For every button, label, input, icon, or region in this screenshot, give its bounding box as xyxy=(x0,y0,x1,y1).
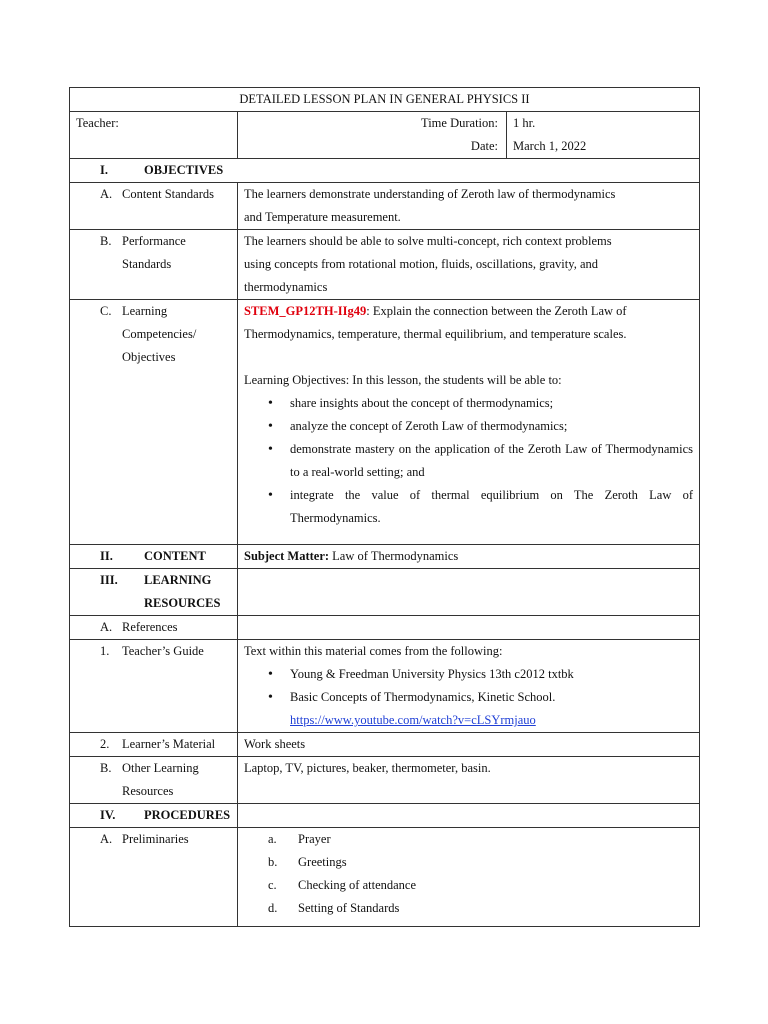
reference-item: • Young & Freedman University Physics 13th c2012 txtbk xyxy=(244,663,693,686)
performance-standards-text xyxy=(238,230,700,300)
preliminary-item xyxy=(244,851,693,874)
document-title: DETAILED LESSON PLAN IN GENERAL PHYSICS II xyxy=(70,88,700,112)
performance-standards-line: thermodynamics xyxy=(244,280,328,294)
preliminary-item xyxy=(244,897,693,920)
preliminary-letter: c. xyxy=(268,878,277,892)
teachers-guide-number: 1. xyxy=(100,644,110,658)
header-info-cell xyxy=(238,112,700,159)
procedures-empty-cell xyxy=(238,804,700,828)
time-duration-label: Time Duration: xyxy=(238,112,507,135)
learners-material-label-cell xyxy=(70,733,238,757)
learning-resources-heading-cell xyxy=(70,569,238,616)
performance-standards-letter: B. xyxy=(100,234,112,248)
performance-standards-line: using concepts from rotational motion, fluids, oscillations, gravity, and xyxy=(244,257,598,271)
learning-resources-numeral: III. xyxy=(100,573,118,587)
learning-resources-empty-cell xyxy=(238,569,700,616)
preliminaries-label-cell xyxy=(70,828,238,927)
learning-competencies-label-cell xyxy=(70,300,238,545)
learning-competencies-text xyxy=(238,300,700,545)
preliminaries-label: Preliminaries xyxy=(122,832,189,846)
content-numeral: II. xyxy=(100,549,113,563)
youtube-link[interactable]: https://www.youtube.com/watch?v=cLSYrmjauo xyxy=(290,713,536,727)
content-standards-letter: A. xyxy=(100,187,113,201)
objectives-heading xyxy=(70,159,700,183)
learners-material-value: Work sheets xyxy=(238,733,700,757)
teachers-guide-intro: Text within this material comes from the following: xyxy=(244,644,503,658)
other-resources-label-cell xyxy=(70,757,238,804)
learning-objectives-list xyxy=(244,392,693,530)
preliminary-item xyxy=(244,874,693,897)
references-label-cell xyxy=(70,616,238,640)
preliminary-text: Greetings xyxy=(298,855,347,869)
preliminary-letter: b. xyxy=(268,855,278,869)
content-standards-line: and Temperature measurement. xyxy=(244,210,401,224)
preliminary-letter: a. xyxy=(268,832,277,846)
preliminary-text: Setting of Standards xyxy=(298,901,400,915)
preliminaries-letter: A. xyxy=(100,832,113,846)
other-resources-row xyxy=(70,757,700,804)
learning-competencies-label-cont: Objectives xyxy=(122,350,176,364)
procedures-numeral: IV. xyxy=(100,808,116,822)
competency-text: : Explain the connection between the Zeroth Law of xyxy=(366,304,627,318)
other-resources-letter: B. xyxy=(100,761,112,775)
learners-material-row xyxy=(70,733,700,757)
learning-objective-item: • analyze the concept of Zeroth Law of thermodynamics; xyxy=(244,415,693,438)
content-standards-text xyxy=(238,183,700,230)
reference-item-text: • Basic Concepts of Thermodynamics, Kinetic School. xyxy=(290,690,556,704)
learners-material-label: Learner’s Material xyxy=(122,737,216,751)
date-label: Date: xyxy=(238,135,507,158)
learning-competencies-label: Learning xyxy=(122,304,168,318)
preliminaries-list xyxy=(244,828,693,920)
date-value: March 1, 2022 xyxy=(513,139,587,153)
reference-item xyxy=(244,686,693,732)
performance-standards-line: The learners should be able to solve multi-concept, rich context problems xyxy=(244,234,612,248)
learning-objectives-intro: Learning Objectives: In this lesson, the students will be able to: xyxy=(244,373,562,387)
references-letter: A. xyxy=(100,620,113,634)
subject-matter-cell xyxy=(238,545,700,569)
teacher-label: Teacher: xyxy=(76,116,119,130)
subject-matter-label: Subject Matter: xyxy=(244,549,330,563)
preliminary-text: Prayer xyxy=(298,832,331,846)
teachers-guide-text xyxy=(238,640,700,733)
preliminaries-row xyxy=(70,828,700,927)
content-standards-row xyxy=(70,183,700,230)
procedures-heading-cell xyxy=(70,804,238,828)
objectives-label: OBJECTIVES xyxy=(144,163,224,177)
performance-standards-label-cell xyxy=(70,230,238,300)
learning-competencies-row xyxy=(70,300,700,545)
performance-standards-label: Performance xyxy=(122,234,186,248)
references-row xyxy=(70,616,700,640)
time-duration-value: 1 hr. xyxy=(513,116,536,130)
title-row xyxy=(70,88,700,112)
competency-code: STEM_GP12TH-IIg49 xyxy=(244,304,367,318)
learning-competencies-label-cont: Competencies/ xyxy=(122,327,197,341)
procedures-row xyxy=(70,804,700,828)
content-standards-label: Content Standards xyxy=(122,187,215,201)
learning-competencies-letter: C. xyxy=(100,304,112,318)
performance-standards-label-cont: Standards xyxy=(122,257,172,271)
lesson-plan-table xyxy=(69,87,700,927)
other-resources-label-cont: Resources xyxy=(122,784,174,798)
content-standards-line: The learners demonstrate understanding of Zeroth law of thermodynamics xyxy=(244,187,616,201)
preliminaries-list-cell xyxy=(238,828,700,927)
teachers-guide-label-cell xyxy=(70,640,238,733)
teachers-guide-list xyxy=(244,663,693,732)
learners-material-number: 2. xyxy=(100,737,110,751)
preliminary-item xyxy=(244,828,693,851)
other-resources-label: Other Learning xyxy=(122,761,199,775)
performance-standards-row xyxy=(70,230,700,300)
references-label: References xyxy=(122,620,178,634)
competency-text-cont: Thermodynamics, temperature, thermal equilibrium, and temperature scales. xyxy=(244,327,627,341)
content-heading-cell xyxy=(70,545,238,569)
header-row xyxy=(70,112,700,159)
learning-resources-label: LEARNING xyxy=(144,573,212,587)
preliminary-letter: d. xyxy=(268,901,278,915)
learning-objective-item: • share insights about the concept of thermodynamics; xyxy=(244,392,693,415)
content-row xyxy=(70,545,700,569)
references-empty-cell xyxy=(238,616,700,640)
objectives-heading-row xyxy=(70,159,700,183)
other-resources-value: Laptop, TV, pictures, beaker, thermometer, basin. xyxy=(238,757,700,804)
preliminary-text: Checking of attendance xyxy=(298,878,417,892)
learning-objective-item: • demonstrate mastery on the application of the Zeroth Law of Thermodynamics to a real-world setting; and xyxy=(244,438,693,484)
header-info-table xyxy=(238,112,699,158)
teachers-guide-label: Teacher’s Guide xyxy=(122,644,204,658)
objectives-numeral: I. xyxy=(100,163,108,177)
teacher-cell xyxy=(70,112,238,159)
learning-resources-row xyxy=(70,569,700,616)
learning-objective-item: • integrate the value of thermal equilibrium on The Zeroth Law of Thermodynamics. xyxy=(244,484,693,530)
content-standards-label-cell xyxy=(70,183,238,230)
teachers-guide-row xyxy=(70,640,700,733)
subject-matter-value: Law of Thermodynamics xyxy=(329,549,459,563)
procedures-label: PROCEDURES xyxy=(144,808,231,822)
learning-resources-label-cont: RESOURCES xyxy=(144,596,221,610)
content-label: CONTENT xyxy=(144,549,206,563)
